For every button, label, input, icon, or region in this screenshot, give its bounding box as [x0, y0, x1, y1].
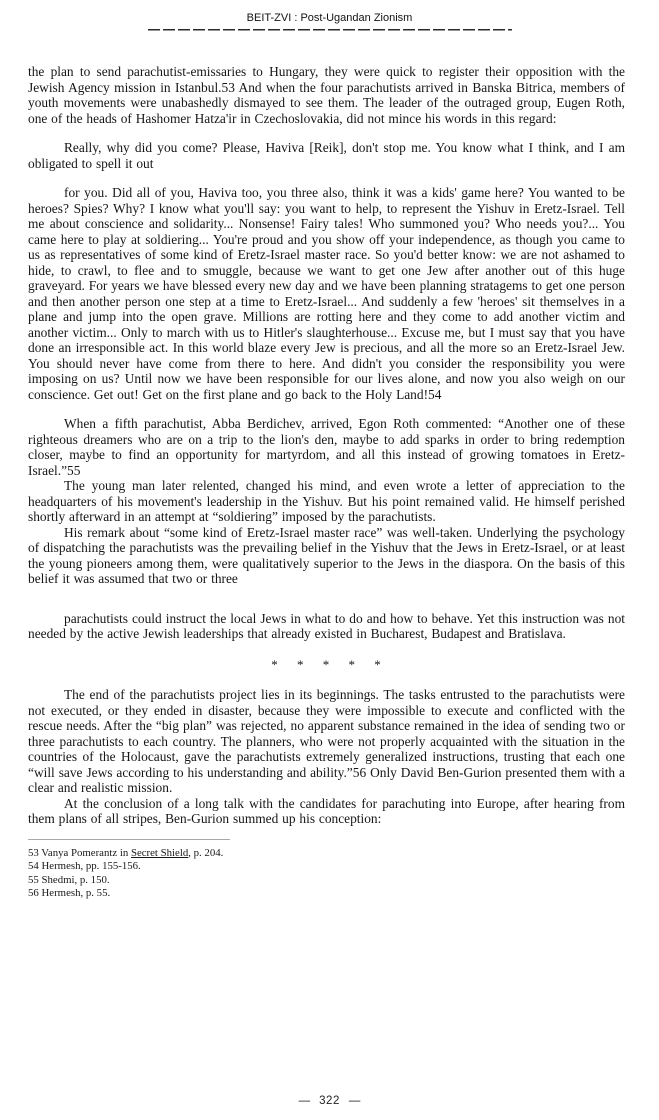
footnote: 55 Shedmi, p. 150.: [28, 873, 110, 886]
paragraph: parachutists could instruct the local Jews in what to do and how to behave. Yet this instruction was not needed by the active Jewish leaderships that already existed in Bucharest, Budapest and Bratislava.: [28, 610, 625, 641]
paragraph: The end of the parachutists project lies in its beginnings. The tasks entrusted to the parachutists were not executed, or they ended in disaster, because they were impossible to execute and conflicted with the rescue needs. After the “big plan” was rejected, no apparent substance remained in the idea of sending two or three parachutists to each country. The planners, who were not properly acquainted with the situation in the countries of the Holocaust, gave the parachutists extremely generalized instructions, trusting that each one “will save Jews according to his understanding and ability.”56 Only David Ben-Gurion presented them with a clear and realistic mission.: [28, 687, 625, 795]
footer-dash-right: —: [348, 1095, 361, 1107]
page-footer: [0, 1095, 659, 1107]
quote-paragraph: Really, why did you come? Please, Haviva [Reik], don't stop me. You know what I think, and I am obligated to spell it out: [28, 140, 625, 171]
footnote-block: [28, 839, 625, 901]
paragraph: The young man later relented, changed his mind, and even wrote a letter of appreciation to the headquarters of his movement's leadership in the Yishuv. But his point remained valid. He himself perished shortly afterward in an attempt at “soldiering” imposed by the parachutists.: [28, 478, 625, 524]
footnote: [28, 847, 625, 861]
paragraph: When a fifth parachutist, Abba Berdichev, arrived, Egon Roth commented: “Another one of these righteous dreamers who are on a trip to the lion's den, maybe to add sparks in order to bring redemption closer, maybe to find an opportunity for martyrdom, and all this instead of growing tomatoes in Eretz-Israel.”55: [28, 416, 625, 478]
footnote: 54 Hermesh, pp. 155-156.: [28, 860, 141, 872]
paragraph: the plan to send parachutist-emissaries to Hungary, they were quick to register their opposition with the Jewish Agency mission in Istanbul.53 And when the four parachutists arrived in Banska Bitrica, members of youth movements were unabashedly dismayed to see them. The leader of the outraged group, Eugen Roth, one of the heads of Hashomer Hatza'ir in Czechoslovakia, did not mince his words in this regard:: [28, 64, 625, 126]
page-number: 322: [319, 1095, 340, 1107]
running-header: BEIT-ZVI : Post-Ugandan Zionism: [246, 12, 413, 24]
page-body: [28, 64, 625, 827]
book-title: Secret Shield: [130, 846, 189, 859]
footnote-text: 53 Vanya Pomerantz in: [28, 846, 131, 859]
footnote-text: , p. 204.: [188, 846, 224, 859]
paragraph: His remark about “some kind of Eretz-Israel master race” was well-taken. Underlying the psychology of dispatching the parachutists was the prevailing belief in the Yishuv that the Jews in Eretz-Israel, or at least the young pioneers among them, were qualitatively superior to the Jews in the diaspora. On the basis of this belief it was assumed that two or three: [28, 524, 625, 586]
section-separator: * * * * *: [271, 656, 382, 672]
footnote-rule: [28, 839, 230, 840]
footnote: 56 Hermesh, p. 55.: [28, 887, 111, 899]
footer-dash-left: —: [298, 1095, 311, 1107]
paragraph: At the conclusion of a long talk with the candidates for parachuting into Europe, after hearing from them plans of all stripes, Ben-Gurion summed up his conception:: [28, 795, 625, 826]
quote-paragraph: for you. Did all of you, Haviva too, you three also, think it was a kids' game here? You wanted to be heroes? Spies? Why? I know what you'll say: you want to help, to represent the Yishuv in Eretz-Israel. Tell me about conscience and solidarity... Nonsense! Fairy tales! Who summoned you? Who needs you?... You came here to play at soldiering... You're proud and you show off your independence, as though you came to us as representatives of some kind of Eretz-Israel master race. So you'd better know: we are not ashamed to hide, to crawl, to flee and to smuggle, because we want to get one Jew after another out of this huge graveyard. For years we have blessed every new day and we have been planning stratagems to get one person and then another person one step at a time to Eretz-Israel... And suddenly a few 'heroes' sit themselves in a plane and jump into the open grave. Millions are rotting here and they come to add another victim and another victim... Only to march with us to Hitler's slaughterhouse... Excuse me, but I must say that you have done an irresponsible act. In this world blaze every Jew is precious, and all the more so an Eretz-Israel Jew. You should never have come from there to here. And didn't you consider the responsibility you were imposing on us? Until now we have been responsible for our lives alone, and now you also weigh on our conscience. Get out! Get on the first plane and go back to the Holy Land!54: [28, 185, 625, 402]
header-rule: [148, 29, 512, 31]
